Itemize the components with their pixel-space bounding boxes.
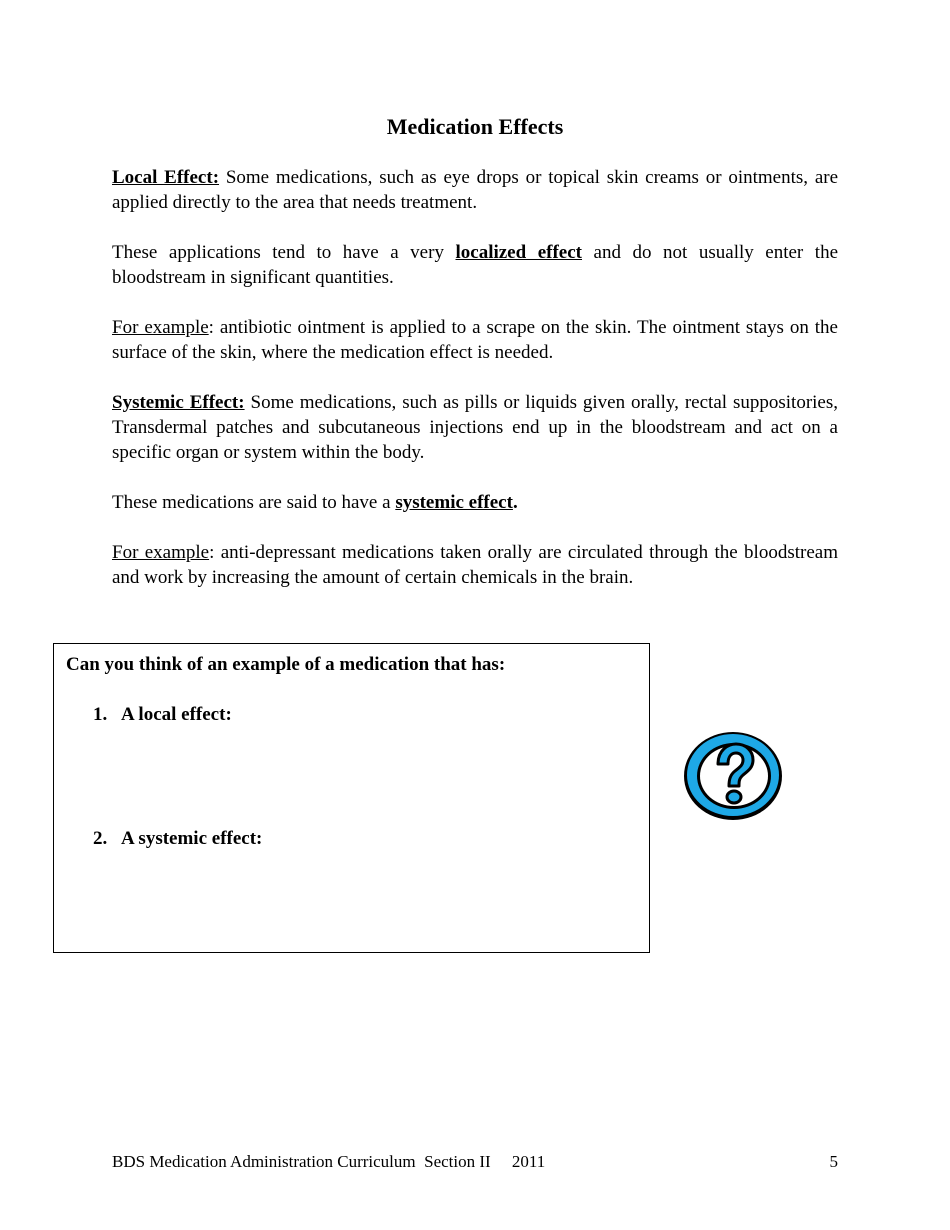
- question-item-local: [93, 702, 232, 727]
- local-effect-label: Local Effect:: [112, 167, 220, 188]
- localized-effect-paragraph: [112, 240, 838, 290]
- question-item-label: A local effect:: [121, 704, 232, 725]
- systemic-example-text: : anti-depressant medications taken orally are circulated through the bloodstream and work by increasing the amount of certain chemicals in the brain.: [112, 542, 838, 588]
- local-example-paragraph: [112, 315, 838, 365]
- systemic-effect-label: Systemic Effect:: [112, 392, 245, 413]
- systemic-effect-emphasis: systemic effect: [395, 492, 513, 513]
- systemic-example-label: For example: [112, 542, 210, 563]
- question-mark-icon: [680, 728, 786, 824]
- page-title: Medication Effects: [386, 114, 564, 139]
- systemic-text-after: .: [512, 492, 518, 513]
- question-item-number: 1.: [93, 704, 108, 725]
- question-box: [53, 643, 650, 953]
- local-effect-text: Some medications, such as eye drops or topical skin creams or ointments, are applied directly to the area that needs treatment.: [112, 167, 839, 213]
- page-number: 5: [829, 1152, 838, 1171]
- question-prompt: Can you think of an example of a medication that has:: [66, 654, 506, 675]
- local-effect-paragraph: [112, 165, 838, 215]
- question-item-label: A systemic effect:: [121, 828, 263, 849]
- systemic-effect-text: Some medications, such as pills or liquids given orally, rectal suppositories, Transdermal patches and subcutaneous injections end up in the bloodstream and act on a specific organ or system within the body.: [112, 392, 838, 463]
- systemic-effect-paragraph: [112, 390, 838, 465]
- local-example-label: For example: [112, 317, 209, 338]
- systemic-example-paragraph: [112, 540, 838, 590]
- localized-text-before: These applications tend to have a very: [112, 242, 456, 263]
- localized-effect-emphasis: localized effect: [455, 242, 583, 263]
- question-item-number: 2.: [93, 828, 108, 849]
- systemic-text-before: These medications are said to have a: [112, 492, 396, 513]
- localized-text-after: and do not usually enter the bloodstream in significant quantities.: [112, 242, 839, 288]
- systemic-statement-paragraph: [112, 490, 838, 515]
- local-example-text: : antibiotic ointment is applied to a scrape on the skin. The ointment stays on the surface of the skin, where the medication effect is needed.: [112, 317, 838, 363]
- question-item-systemic: [93, 826, 262, 851]
- footer-text: BDS Medication Administration Curriculum Section II 2011: [112, 1152, 546, 1171]
